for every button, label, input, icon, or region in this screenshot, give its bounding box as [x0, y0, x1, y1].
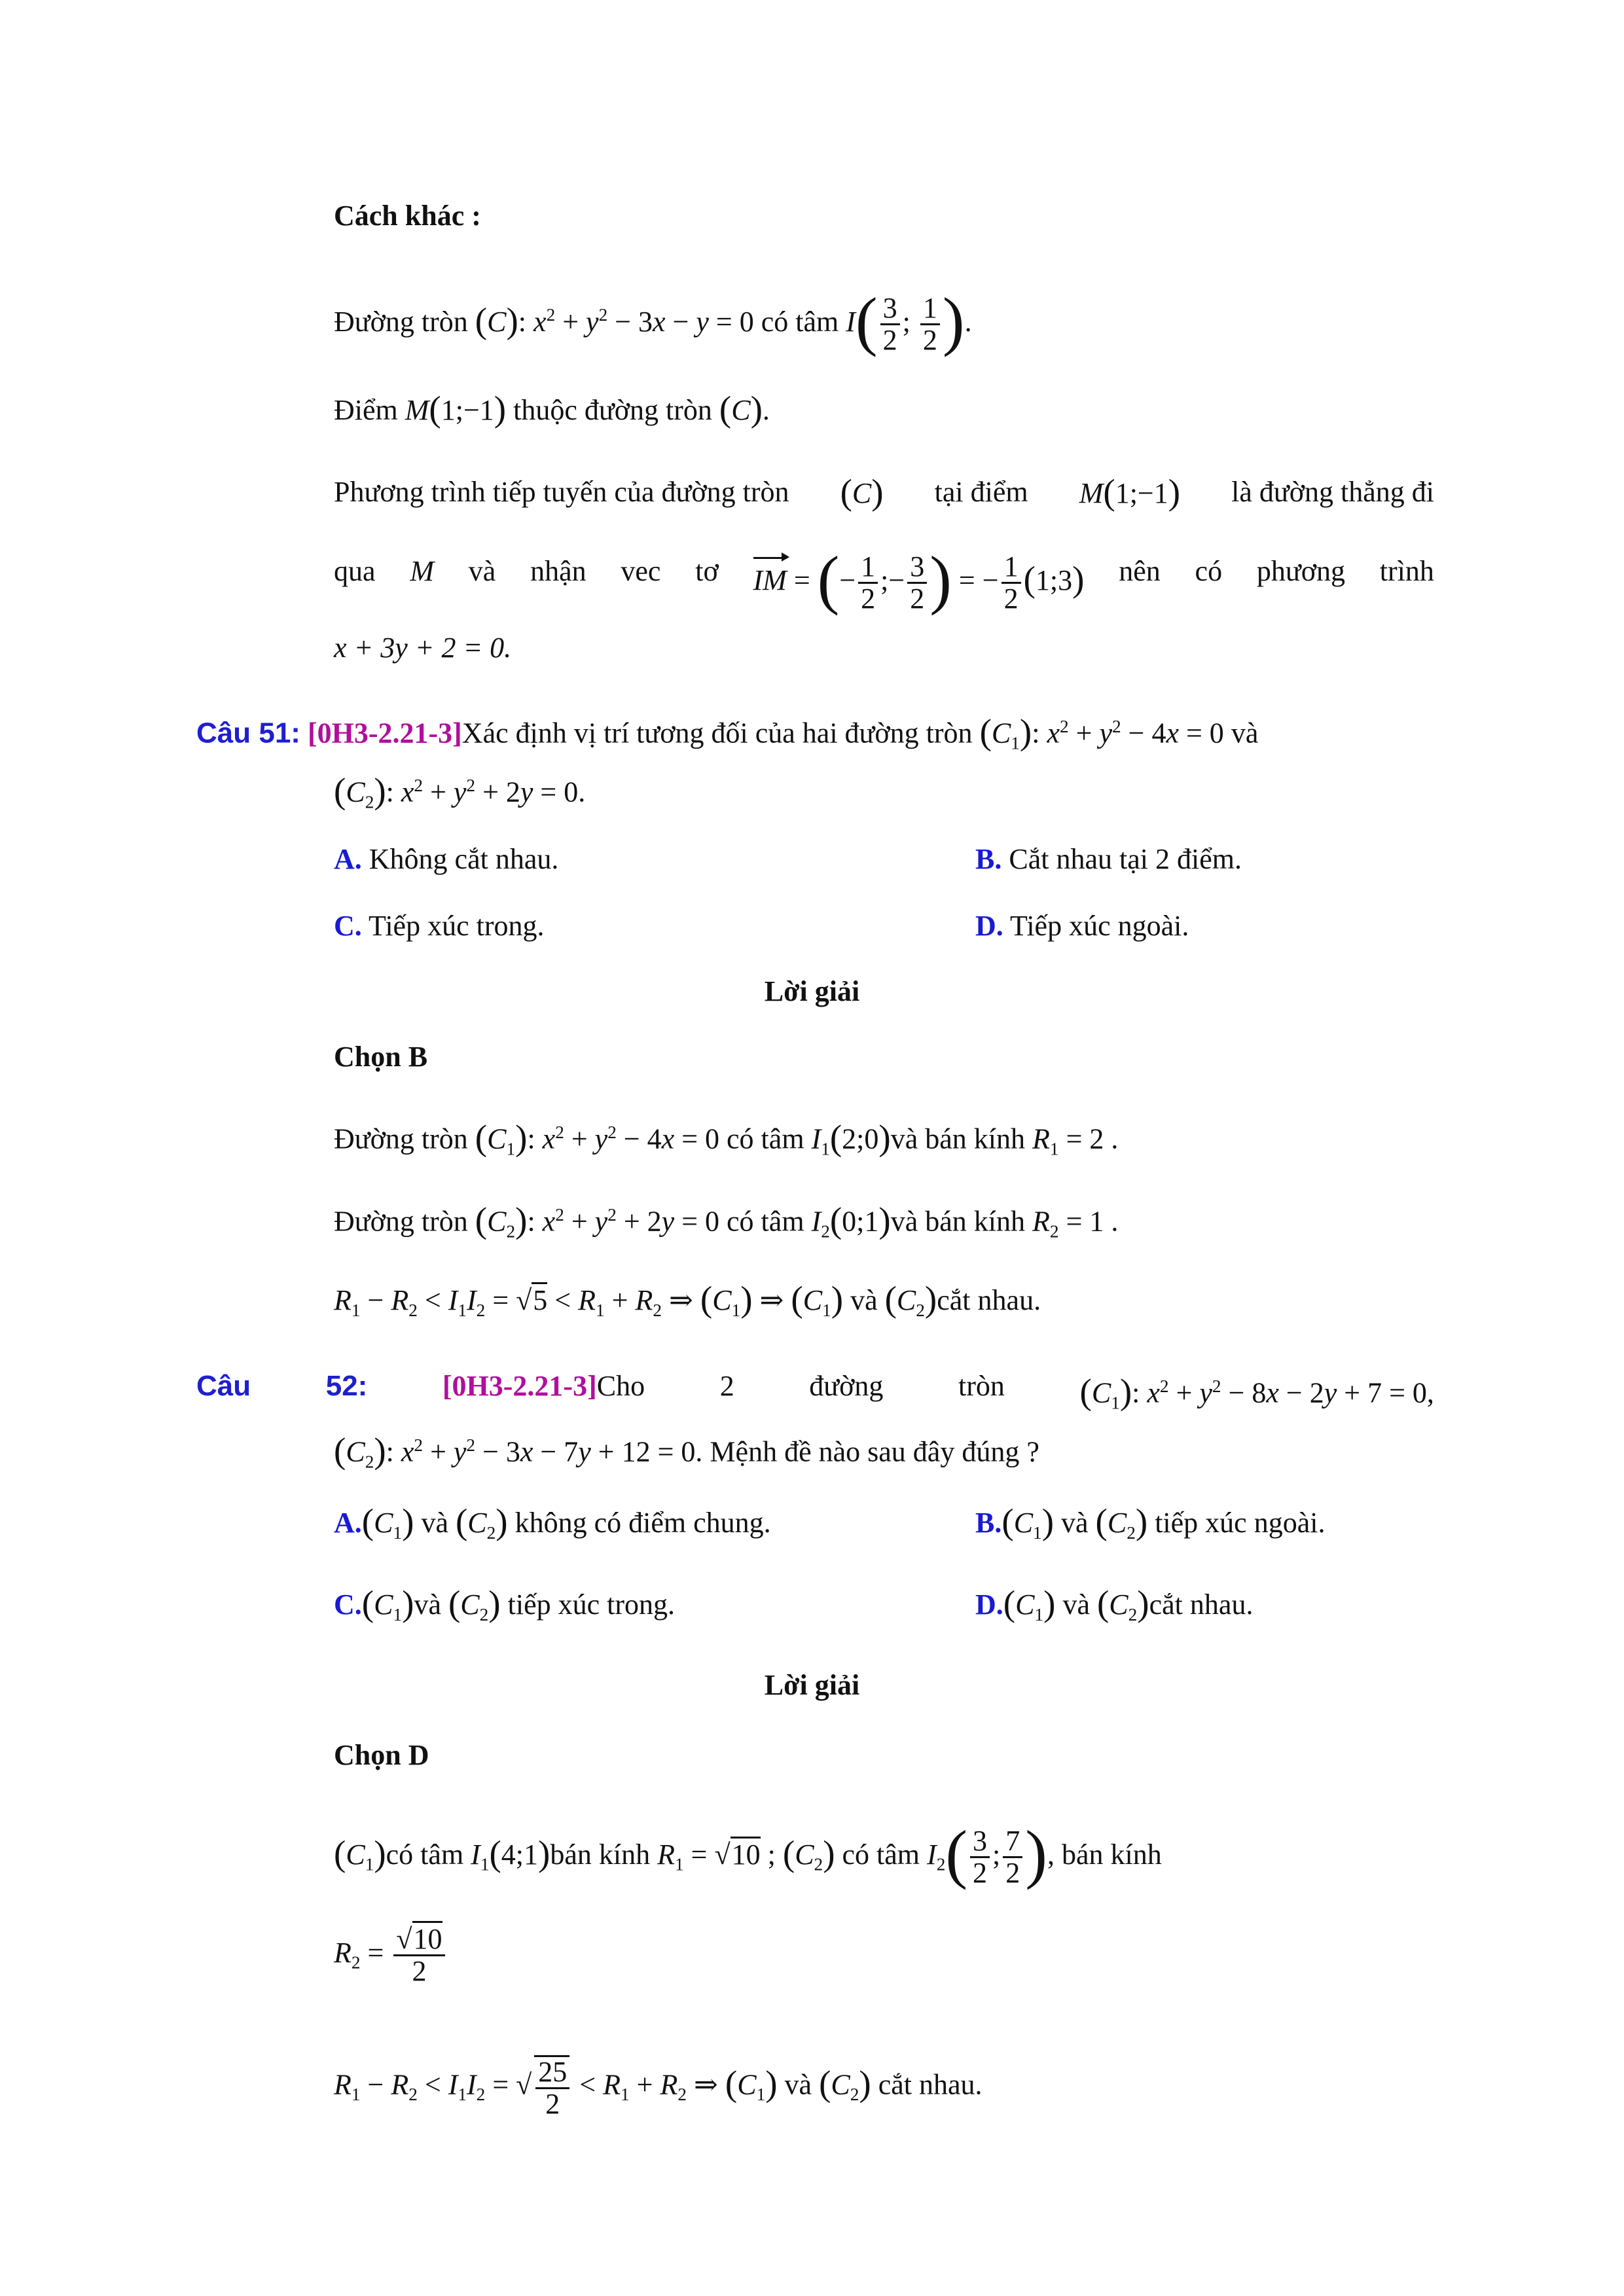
q51-solution-title: Lời giải	[764, 975, 860, 1007]
text: và	[784, 2068, 812, 2101]
text: Đường tròn	[334, 1205, 468, 1238]
text: và bán kính	[890, 1122, 1026, 1155]
text: 2	[719, 1370, 734, 1402]
fraction: $\frac{1}{2}$	[920, 293, 940, 355]
text: phương	[1256, 555, 1345, 587]
q51-header: Câu 51: [0H3-2.21-3]Xác định vị trí tương đối của hai đường tròn $(C_1)$: $x^2 + y^2 - 4x = 0$ và	[196, 711, 1259, 753]
option-key: A.	[334, 1507, 362, 1539]
text: và	[468, 555, 496, 587]
question-code: [0H3-2.21-3]	[442, 1370, 597, 1402]
text: có tâm	[761, 305, 839, 338]
text: và	[1062, 1588, 1090, 1621]
q52-header-2: $(C_2)$: $x^2 + y^2 - 3x - 7y + 12 = 0$. Mệnh đề nào sau đây đúng ?	[334, 1430, 1039, 1472]
q51-choice: Chọn B	[334, 1041, 428, 1073]
text: có tâm	[727, 1205, 804, 1238]
text: cắt nhau.	[878, 2068, 983, 2101]
option-text: Cắt nhau tại 2 điểm.	[1009, 843, 1242, 875]
text: đường	[809, 1370, 884, 1402]
q52-solution-line-1: $(C_1)có$ tâm $I_1(4;1)bán$ kính $R_1 = √10$ ; $(C_2)$ có tâm $I_2$( $\frac{3}{2}$ ; $\frac{7}{2}$ ), bán kính	[334, 1816, 1162, 1890]
q51-solution-line-3: $R_1 - R_2 < I_1I_2 = √5 < R_1 + R_2$ ⇒ $(C_1)$ ⇒ $(C_1)$ và $(C_2)cắt$ nhau.	[334, 1279, 1041, 1320]
option-key: B.	[975, 843, 1002, 875]
q52-solution-line-3: $R_1 - R_2 < I_1I_2$ = √ $\frac{25}{2}$ < $R_1 + R_2$ ⇒ $(C_1)$ và $(C_2)$ cắt nhau.	[334, 2056, 983, 2121]
text: và	[850, 1284, 878, 1316]
text: và	[1061, 1507, 1089, 1539]
option-text: cắt nhau.	[1149, 1588, 1254, 1621]
option-text: Không cắt nhau.	[369, 843, 559, 875]
q52-choice: Chọn D	[334, 1739, 429, 1771]
option-text: Tiếp xúc ngoài.	[1010, 910, 1189, 942]
option-d[interactable]	[975, 906, 1189, 946]
text: Phương trình tiếp tuyến của đường tròn	[334, 476, 789, 508]
text: cắt nhau.	[937, 1284, 1041, 1316]
text: nhận	[530, 555, 586, 587]
text: có tâm	[386, 1838, 464, 1871]
option-c[interactable]: $C.(C_1)và$ $(C_2)$ tiếp xúc trong.	[334, 1583, 676, 1624]
option-key: A.	[334, 843, 362, 875]
alt-line-1: Đường tròn (C): $x^2 + y^2 - 3x - y = 0$ có tâm I( $\frac{3}{2}$ ; $\frac{1}{2}$ ).	[334, 283, 972, 357]
question-code: [0H3-2.21-3]	[307, 717, 462, 749]
question-text: . Mệnh đề nào sau đây đúng ?	[695, 1435, 1039, 1468]
option-b[interactable]: $B.(C_1)$ và $(C_2)$ tiếp xúc ngoài.	[975, 1501, 1326, 1543]
option-text: Tiếp xúc trong.	[369, 910, 545, 942]
option-a[interactable]: $A.(C_1)$ và $(C_2)$ không có điểm chung.	[334, 1501, 771, 1543]
q52-solution-title: Lời giải	[764, 1669, 860, 1701]
option-key: D.	[975, 910, 1003, 942]
option-key: C.	[334, 1588, 362, 1621]
option-d[interactable]: $D.(C_1)$ và $(C_2)cắt$ nhau.	[975, 1583, 1254, 1624]
option-key: D.	[975, 1588, 1003, 1621]
question-text: Xác định vị trí tương đối của hai đường tròn	[461, 717, 973, 749]
text: và	[1231, 717, 1259, 749]
text: tơ	[695, 555, 719, 587]
alt-line-3: Phương trình tiếp tuyến của đường tròn (C) tại điểm M(1;−1) là đường thẳng đi	[334, 472, 1434, 512]
text: nên	[1119, 555, 1161, 587]
q52-solution-line-2: $R_2$ = $\frac{√10}{2}$	[334, 1924, 1434, 1986]
section-title: Cách khác :	[334, 200, 481, 232]
option-b[interactable]	[975, 840, 1242, 879]
text: là đường thẳng đi	[1231, 476, 1434, 508]
text: Đường tròn	[334, 1122, 468, 1155]
text: và bán kính	[890, 1205, 1026, 1238]
option-key: C.	[334, 910, 362, 942]
question-label: Câu	[196, 1370, 251, 1402]
text: bán kính	[550, 1838, 651, 1871]
text: tại điểm	[934, 476, 1028, 508]
alt-line-4: qua M và nhận vec tơ IM = (− $\frac{1}{2}$ ;− $\frac{3}{2}$ ) = − $\frac{1}{2}$ (1;3) nên có phương trình	[334, 542, 1434, 616]
text: và	[414, 1588, 441, 1621]
fraction: $\frac{√10}{2}$	[393, 1924, 444, 1986]
option-key: B.	[975, 1507, 1002, 1539]
alt-line-5: x + 3y + 2 = 0.	[334, 632, 512, 664]
text: Điểm	[334, 394, 398, 426]
fraction: $\frac{3}{2}$	[880, 293, 900, 355]
question-number: 52:	[325, 1370, 368, 1402]
text: trình	[1379, 555, 1434, 587]
text: qua	[334, 555, 376, 587]
alt-line-2: Điểm M(1;−1) thuộc đường tròn (C).	[334, 389, 770, 429]
text: có	[1195, 555, 1223, 587]
q51-header-2: $(C_2)$: $x^2 + y^2 + 2y = 0$.	[334, 770, 586, 812]
option-text: tiếp xúc trong.	[507, 1588, 676, 1621]
text: Đường tròn	[334, 305, 468, 338]
q51-solution-line-2: Đường tròn $(C_2)$: $x^2 + y^2 + 2y = 0$ có tâm $I_2(0;1)và$ bán kính $R_2 = 1$ .	[334, 1200, 1119, 1242]
option-a[interactable]	[334, 840, 558, 879]
option-text: tiếp xúc ngoài.	[1155, 1507, 1326, 1539]
option-c[interactable]	[334, 906, 545, 946]
equation: x + 3y + 2 = 0	[334, 632, 505, 664]
question-label: Câu 51:	[196, 717, 300, 749]
text: thuộc đường tròn	[513, 394, 712, 426]
text: Cho	[596, 1370, 645, 1402]
text: có tâm	[727, 1122, 804, 1155]
text: , bán kính	[1047, 1838, 1162, 1871]
q51-solution-line-1: Đường tròn $(C_1)$: $x^2 + y^2 - 4x = 0$ có tâm $I_1(2;0)và$ bán kính $R_1 = 2$ .	[334, 1117, 1119, 1159]
text: vec	[621, 555, 661, 587]
option-text: không có điểm chung.	[514, 1507, 771, 1539]
q52-header: Câu 52: [0H3-2.21-3]Cho 2 đường tròn $(C_1)$: $x^2 + y^2 - 8x - 2y + 7 = 0$,	[196, 1367, 1434, 1422]
text: và	[421, 1507, 448, 1539]
text: có tâm	[842, 1838, 920, 1871]
text: tròn	[958, 1370, 1005, 1402]
